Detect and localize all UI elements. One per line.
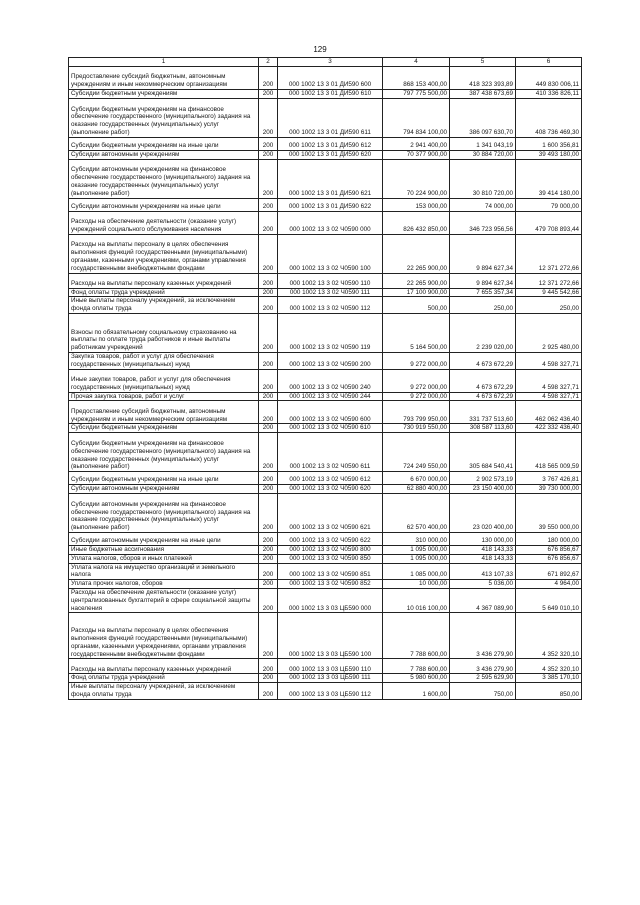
row-name-cell: Фонд оплаты труда учреждений <box>69 674 259 683</box>
table-row <box>69 98 582 137</box>
row-remaining-cell: 3 767 426,81 <box>516 472 582 485</box>
row-approved-cell: 9 272 000,00 <box>383 352 450 369</box>
row-remaining-cell: 2 925 480,00 <box>516 313 582 352</box>
row-executed-cell: 9 894 627,34 <box>450 273 516 288</box>
row-remaining-cell: 39 730 000,00 <box>516 485 582 494</box>
row-executed-cell: 250,00 <box>450 297 516 314</box>
row-code-cell: 200 <box>259 424 278 433</box>
row-remaining-cell: 676 856,67 <box>516 545 582 554</box>
row-kbk-cell: 000 1002 13 3 02 Ч0590 611 <box>278 433 383 472</box>
row-executed-cell: 4 673 672,29 <box>450 392 516 401</box>
row-kbk-cell: 000 1002 13 3 02 Ч0590 800 <box>278 545 383 554</box>
row-name-cell: Субсидии бюджетным учреждениям <box>69 90 259 99</box>
table-header-row <box>69 58 582 67</box>
row-remaining-cell: 4 352 320,10 <box>516 659 582 674</box>
row-approved-cell: 17 100 900,00 <box>383 288 450 297</box>
row-approved-cell: 9 272 000,00 <box>383 392 450 401</box>
row-code-cell: 200 <box>259 288 278 297</box>
row-executed-cell: 3 436 279,90 <box>450 613 516 659</box>
row-code-cell: 200 <box>259 98 278 137</box>
row-name-cell: Субсидии автономным учреждениям на финансовое обеспечение государственного (муниципального) задания на оказание государственных (муниципальных) услуг (выполнение работ) <box>69 159 259 198</box>
row-kbk-cell: 000 1002 13 3 02 Ч0590 112 <box>278 297 383 314</box>
row-kbk-cell: 000 1002 13 3 03 ЦБ590 112 <box>278 683 383 700</box>
header-cell: 2 <box>259 58 278 67</box>
row-code-cell: 200 <box>259 563 278 580</box>
row-kbk-cell: 000 1002 13 3 01 ДИ590 622 <box>278 198 383 211</box>
table-row <box>69 674 582 683</box>
row-code-cell: 200 <box>259 352 278 369</box>
row-kbk-cell: 000 1002 13 3 01 ДИ590 610 <box>278 90 383 99</box>
row-name-cell: Фонд оплаты труда учреждений <box>69 288 259 297</box>
row-executed-cell: 2 902 573,19 <box>450 472 516 485</box>
row-executed-cell: 3 436 279,90 <box>450 659 516 674</box>
table-row <box>69 563 582 580</box>
row-kbk-cell: 000 1002 13 3 03 ЦБ590 110 <box>278 659 383 674</box>
row-name-cell: Расходы на выплаты персоналу в целях обеспечения выполнения функций государственными (муниципальными) органами, казенными учреждениями, органами управления государственными внебюджетными фондами <box>69 613 259 659</box>
header-cell: 1 <box>69 58 259 67</box>
row-approved-cell: 7 788 600,00 <box>383 659 450 674</box>
table-row <box>69 554 582 563</box>
row-approved-cell: 6 670 000,00 <box>383 472 450 485</box>
row-code-cell: 200 <box>259 273 278 288</box>
row-code-cell: 200 <box>259 433 278 472</box>
row-approved-cell: 5 980 600,00 <box>383 674 450 683</box>
table-row <box>69 67 582 90</box>
row-kbk-cell: 000 1002 13 3 02 Ч0590 119 <box>278 313 383 352</box>
table-row <box>69 472 582 485</box>
row-kbk-cell: 000 1002 13 3 02 Ч0590 111 <box>278 288 383 297</box>
row-approved-cell: 70 377 900,00 <box>383 150 450 159</box>
row-name-cell: Субсидии бюджетным учреждениям на иные цели <box>69 137 259 150</box>
row-kbk-cell: 000 1002 13 3 02 Ч0590 110 <box>278 273 383 288</box>
row-code-cell: 200 <box>259 485 278 494</box>
row-kbk-cell: 000 1002 13 3 02 Ч0590 600 <box>278 401 383 424</box>
header-cell: 5 <box>450 58 516 67</box>
row-kbk-cell: 000 1002 13 3 03 ЦБ590 000 <box>278 588 383 612</box>
row-approved-cell: 153 000,00 <box>383 198 450 211</box>
row-remaining-cell: 180 000,00 <box>516 532 582 545</box>
table-row <box>69 613 582 659</box>
table-row <box>69 401 582 424</box>
row-executed-cell: 9 894 627,34 <box>450 234 516 273</box>
row-executed-cell: 30 810 720,00 <box>450 159 516 198</box>
row-approved-cell: 9 272 000,00 <box>383 369 450 392</box>
row-name-cell: Уплата налогов, сборов и иных платежей <box>69 554 259 563</box>
row-approved-cell: 70 224 900,00 <box>383 159 450 198</box>
row-approved-cell: 1 095 000,00 <box>383 545 450 554</box>
row-executed-cell: 418 143,33 <box>450 554 516 563</box>
row-name-cell: Субсидии бюджетным учреждениям на финансовое обеспечение государственного (муниципального) задания на оказание государственных (муниципальных) услуг (выполнение работ) <box>69 98 259 137</box>
header-cell: 3 <box>278 58 383 67</box>
row-code-cell: 200 <box>259 150 278 159</box>
row-name-cell: Субсидии бюджетным учреждениям на финансовое обеспечение государственного (муниципального) задания на оказание государственных (муниципальных) услуг (выполнение работ) <box>69 433 259 472</box>
table-row <box>69 352 582 369</box>
row-remaining-cell: 12 371 272,66 <box>516 234 582 273</box>
row-remaining-cell: 418 565 009,59 <box>516 433 582 472</box>
row-executed-cell: 2 595 629,90 <box>450 674 516 683</box>
row-remaining-cell: 462 062 436,40 <box>516 401 582 424</box>
row-approved-cell: 10 016 100,00 <box>383 588 450 612</box>
row-name-cell: Расходы на обеспечение деятельности (оказание услуг) учреждений социального обслуживания населения <box>69 211 259 234</box>
row-executed-cell: 4 367 089,90 <box>450 588 516 612</box>
row-name-cell: Субсидии бюджетным учреждениям на иные цели <box>69 472 259 485</box>
row-code-cell: 200 <box>259 674 278 683</box>
table-row <box>69 313 582 352</box>
budget-table <box>68 57 582 700</box>
row-code-cell: 200 <box>259 211 278 234</box>
row-approved-cell: 826 432 850,00 <box>383 211 450 234</box>
row-executed-cell: 4 673 672,29 <box>450 352 516 369</box>
row-name-cell: Субсидии автономным учреждениям на финансовое обеспечение государственного (муниципального) задания на оказание государственных (муниципальных) услуг (выполнение работ) <box>69 493 259 532</box>
row-name-cell: Расходы на выплаты персоналу казенных учреждений <box>69 273 259 288</box>
row-remaining-cell: 850,00 <box>516 683 582 700</box>
row-approved-cell: 793 799 950,00 <box>383 401 450 424</box>
table-row <box>69 159 582 198</box>
row-remaining-cell: 9 445 542,66 <box>516 288 582 297</box>
row-code-cell: 200 <box>259 234 278 273</box>
table-row <box>69 234 582 273</box>
row-remaining-cell: 250,00 <box>516 297 582 314</box>
row-kbk-cell: 000 1002 13 3 02 Ч0590 622 <box>278 532 383 545</box>
row-kbk-cell: 000 1002 13 3 01 ДИ590 612 <box>278 137 383 150</box>
row-approved-cell: 730 919 550,00 <box>383 424 450 433</box>
row-approved-cell: 868 153 400,00 <box>383 67 450 90</box>
row-approved-cell: 7 788 600,00 <box>383 613 450 659</box>
row-name-cell: Расходы на выплаты персоналу в целях обеспечения выполнения функций государственными (муниципальными) органами, казенными учреждениями, органами управления государственными внебюджетными фондами <box>69 234 259 273</box>
row-code-cell: 200 <box>259 554 278 563</box>
row-executed-cell: 308 587 113,60 <box>450 424 516 433</box>
row-executed-cell: 418 323 393,89 <box>450 67 516 90</box>
row-approved-cell: 22 265 900,00 <box>383 234 450 273</box>
row-approved-cell: 1 095 000,00 <box>383 554 450 563</box>
row-kbk-cell: 000 1002 13 3 03 ЦБ590 100 <box>278 613 383 659</box>
row-name-cell: Субсидии автономным учреждениям <box>69 485 259 494</box>
row-name-cell: Предоставление субсидий бюджетным, автономным учреждениям и иным некоммерческим организациям <box>69 401 259 424</box>
row-code-cell: 200 <box>259 493 278 532</box>
row-approved-cell: 310 000,00 <box>383 532 450 545</box>
row-executed-cell: 5 036,00 <box>450 580 516 589</box>
row-remaining-cell: 449 830 006,11 <box>516 67 582 90</box>
row-kbk-cell: 000 1002 13 3 02 Ч0590 621 <box>278 493 383 532</box>
row-executed-cell: 2 239 020,00 <box>450 313 516 352</box>
row-kbk-cell: 000 1002 13 3 01 ДИ590 611 <box>278 98 383 137</box>
row-executed-cell: 387 438 673,69 <box>450 90 516 99</box>
row-approved-cell: 724 249 550,00 <box>383 433 450 472</box>
row-code-cell: 200 <box>259 401 278 424</box>
row-executed-cell: 750,00 <box>450 683 516 700</box>
header-cell: 6 <box>516 58 582 67</box>
table-row <box>69 90 582 99</box>
table-row <box>69 369 582 392</box>
row-executed-cell: 418 143,33 <box>450 545 516 554</box>
row-name-cell: Предоставление субсидий бюджетным, автономным учреждениям и иным некоммерческим организациям <box>69 67 259 90</box>
row-kbk-cell: 000 1002 13 3 02 Ч0590 850 <box>278 554 383 563</box>
row-remaining-cell: 4 964,00 <box>516 580 582 589</box>
row-executed-cell: 1 341 043,19 <box>450 137 516 150</box>
table-row <box>69 545 582 554</box>
row-code-cell: 200 <box>259 613 278 659</box>
row-name-cell: Иные выплаты персоналу учреждений, за исключением фонда оплаты труда <box>69 297 259 314</box>
row-name-cell: Уплата налога на имущество организаций и земельного налога <box>69 563 259 580</box>
row-kbk-cell: 000 1002 13 3 02 Ч0590 612 <box>278 472 383 485</box>
row-kbk-cell: 000 1002 13 3 02 Ч0590 100 <box>278 234 383 273</box>
table-row <box>69 288 582 297</box>
row-kbk-cell: 000 1002 13 3 02 Ч0590 620 <box>278 485 383 494</box>
row-kbk-cell: 000 1002 13 3 01 ДИ590 620 <box>278 150 383 159</box>
row-name-cell: Расходы на выплаты персоналу казенных учреждений <box>69 659 259 674</box>
table-row <box>69 198 582 211</box>
row-kbk-cell: 000 1002 13 3 02 Ч0590 851 <box>278 563 383 580</box>
table-row <box>69 424 582 433</box>
row-name-cell: Расходы на обеспечение деятельности (оказание услуг) централизованных бухгалтерий в сфере социальной защиты населения <box>69 588 259 612</box>
table-row <box>69 297 582 314</box>
row-remaining-cell: 479 708 893,44 <box>516 211 582 234</box>
row-remaining-cell: 12 371 272,66 <box>516 273 582 288</box>
row-name-cell: Уплата прочих налогов, сборов <box>69 580 259 589</box>
row-name-cell: Прочая закупка товаров, работ и услуг <box>69 392 259 401</box>
table-row <box>69 392 582 401</box>
row-kbk-cell: 000 1002 13 3 01 ДИ590 621 <box>278 159 383 198</box>
row-remaining-cell: 676 856,67 <box>516 554 582 563</box>
row-code-cell: 200 <box>259 67 278 90</box>
row-approved-cell: 22 265 900,00 <box>383 273 450 288</box>
row-approved-cell: 1 600,00 <box>383 683 450 700</box>
row-executed-cell: 23 150 400,00 <box>450 485 516 494</box>
row-executed-cell: 7 655 357,34 <box>450 288 516 297</box>
row-remaining-cell: 422 332 436,40 <box>516 424 582 433</box>
row-code-cell: 200 <box>259 369 278 392</box>
row-remaining-cell: 39 414 180,00 <box>516 159 582 198</box>
row-executed-cell: 413 107,33 <box>450 563 516 580</box>
header-cell: 4 <box>383 58 450 67</box>
row-kbk-cell: 000 1002 13 3 02 Ч0590 610 <box>278 424 383 433</box>
row-remaining-cell: 4 598 327,71 <box>516 352 582 369</box>
row-approved-cell: 794 834 100,00 <box>383 98 450 137</box>
row-remaining-cell: 39 550 000,00 <box>516 493 582 532</box>
row-name-cell: Закупка товаров, работ и услуг для обеспечения государственных (муниципальных) нужд <box>69 352 259 369</box>
table-row <box>69 493 582 532</box>
row-code-cell: 200 <box>259 392 278 401</box>
table-row <box>69 273 582 288</box>
table-row <box>69 211 582 234</box>
row-code-cell: 200 <box>259 198 278 211</box>
table-row <box>69 433 582 472</box>
table-body <box>69 58 582 700</box>
row-code-cell: 200 <box>259 545 278 554</box>
row-name-cell: Иные закупки товаров, работ и услуг для обеспечения государственных (муниципальных) нужд <box>69 369 259 392</box>
row-executed-cell: 346 723 956,56 <box>450 211 516 234</box>
row-remaining-cell: 4 598 327,71 <box>516 392 582 401</box>
row-approved-cell: 797 775 500,00 <box>383 90 450 99</box>
row-code-cell: 200 <box>259 588 278 612</box>
row-code-cell: 200 <box>259 159 278 198</box>
table-row <box>69 683 582 700</box>
row-approved-cell: 62 570 400,00 <box>383 493 450 532</box>
row-code-cell: 200 <box>259 683 278 700</box>
row-code-cell: 200 <box>259 532 278 545</box>
page-number: 129 <box>313 45 327 54</box>
row-name-cell: Иные бюджетные ассигнования <box>69 545 259 554</box>
row-kbk-cell: 000 1002 13 3 02 Ч0590 200 <box>278 352 383 369</box>
row-code-cell: 200 <box>259 580 278 589</box>
row-name-cell: Взносы по обязательному социальному страхованию на выплаты по оплате труда работников и иные выплаты работникам учреждений <box>69 313 259 352</box>
row-kbk-cell: 000 1002 13 3 02 Ч0590 240 <box>278 369 383 392</box>
row-name-cell: Субсидии автономным учреждениям на иные цели <box>69 532 259 545</box>
row-remaining-cell: 79 000,00 <box>516 198 582 211</box>
row-remaining-cell: 1 600 356,81 <box>516 137 582 150</box>
row-remaining-cell: 408 736 469,30 <box>516 98 582 137</box>
table-row <box>69 659 582 674</box>
row-code-cell: 200 <box>259 297 278 314</box>
row-kbk-cell: 000 1002 13 3 01 ДИ590 600 <box>278 67 383 90</box>
table-row <box>69 137 582 150</box>
row-kbk-cell: 000 1002 13 3 02 Ч0590 852 <box>278 580 383 589</box>
row-remaining-cell: 3 385 170,10 <box>516 674 582 683</box>
table-row <box>69 588 582 612</box>
row-approved-cell: 2 941 400,00 <box>383 137 450 150</box>
row-kbk-cell: 000 1002 13 3 02 Ч0590 244 <box>278 392 383 401</box>
row-code-cell: 200 <box>259 659 278 674</box>
row-executed-cell: 74 000,00 <box>450 198 516 211</box>
row-executed-cell: 305 684 540,41 <box>450 433 516 472</box>
row-name-cell: Иные выплаты персоналу учреждений, за исключением фонда оплаты труда <box>69 683 259 700</box>
row-remaining-cell: 4 598 327,71 <box>516 369 582 392</box>
row-name-cell: Субсидии бюджетным учреждениям <box>69 424 259 433</box>
row-approved-cell: 10 000,00 <box>383 580 450 589</box>
row-executed-cell: 30 884 720,00 <box>450 150 516 159</box>
row-approved-cell: 5 164 500,00 <box>383 313 450 352</box>
row-name-cell: Субсидии автономным учреждениям <box>69 150 259 159</box>
row-remaining-cell: 5 649 010,10 <box>516 588 582 612</box>
row-kbk-cell: 000 1002 13 3 02 Ч0590 000 <box>278 211 383 234</box>
row-remaining-cell: 671 892,67 <box>516 563 582 580</box>
row-code-cell: 200 <box>259 90 278 99</box>
row-approved-cell: 1 085 000,00 <box>383 563 450 580</box>
row-executed-cell: 130 000,00 <box>450 532 516 545</box>
row-executed-cell: 23 020 400,00 <box>450 493 516 532</box>
table-row <box>69 485 582 494</box>
row-approved-cell: 62 880 400,00 <box>383 485 450 494</box>
row-remaining-cell: 410 336 826,11 <box>516 90 582 99</box>
row-executed-cell: 331 737 513,60 <box>450 401 516 424</box>
row-executed-cell: 386 097 630,70 <box>450 98 516 137</box>
row-approved-cell: 500,00 <box>383 297 450 314</box>
table-row <box>69 532 582 545</box>
table-row <box>69 580 582 589</box>
row-code-cell: 200 <box>259 137 278 150</box>
row-remaining-cell: 4 352 320,10 <box>516 613 582 659</box>
row-executed-cell: 4 673 672,29 <box>450 369 516 392</box>
row-kbk-cell: 000 1002 13 3 03 ЦБ590 111 <box>278 674 383 683</box>
row-code-cell: 200 <box>259 313 278 352</box>
row-code-cell: 200 <box>259 472 278 485</box>
row-remaining-cell: 39 493 180,00 <box>516 150 582 159</box>
table-row <box>69 150 582 159</box>
row-name-cell: Субсидии автономным учреждениям на иные цели <box>69 198 259 211</box>
